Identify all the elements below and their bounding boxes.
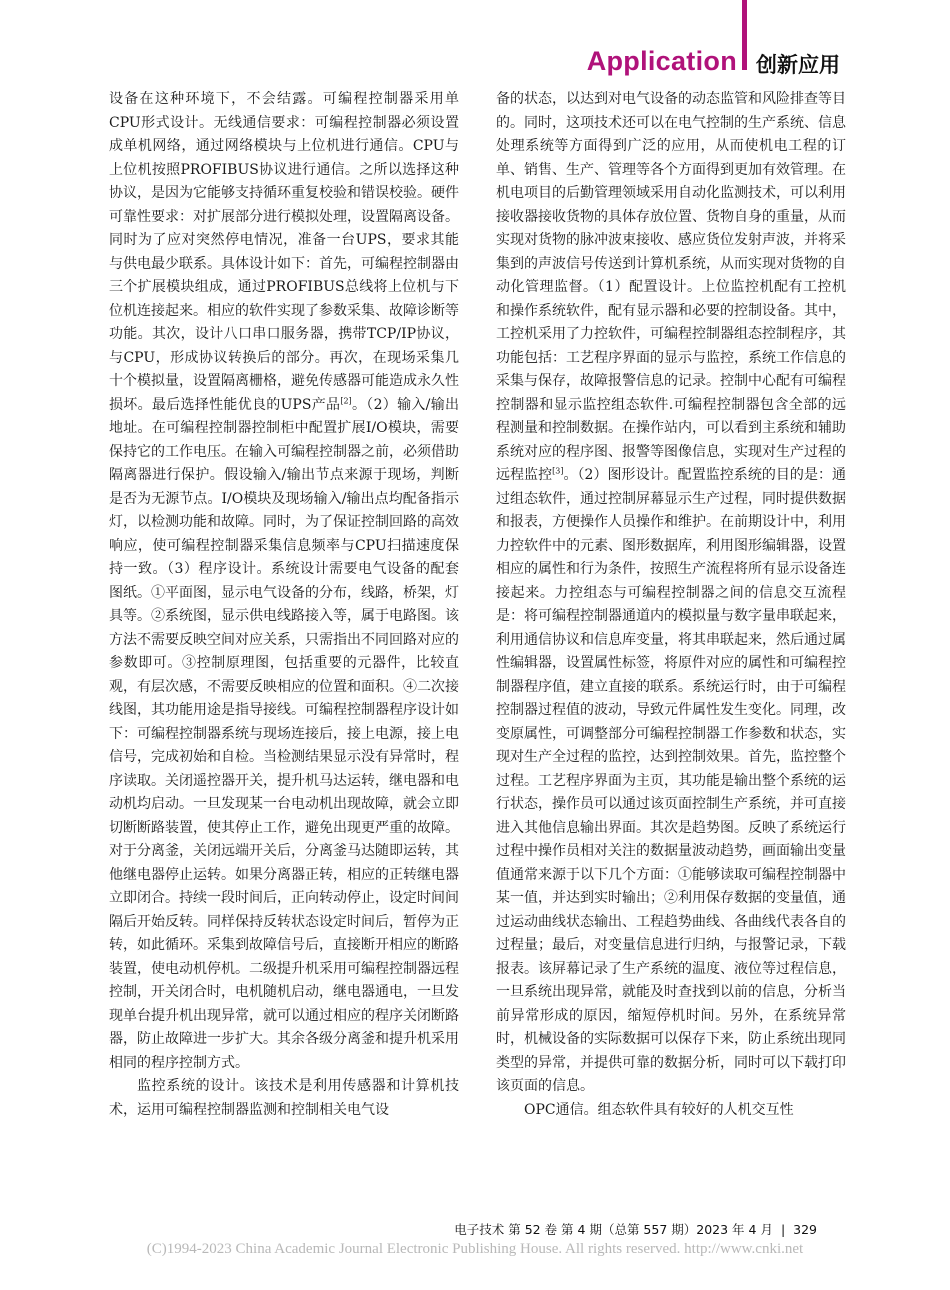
- issue-info: 第 52 卷 第 4 期（总第 557 期）2023 年 4 月: [508, 1222, 773, 1237]
- right-paragraph-2: OPC通信。组态软件具有较好的人机交互性: [524, 1101, 794, 1118]
- right-paragraph-1-part-a: 备的状态，以达到对电气设备的动态监管和风险排查等目的。同时，这项技术还可以在电气控制的生产系统、信息处理系统等方面得到广泛的应用，从而使机电工程的订单、销售、生产、管理等各个方面得到更加有效管理。在机电项目的后勤管理领域采用自动化监测技术，可以利用接收器接收货物的具体存放位置、货物自身的重量，从而实现对货物的脉冲波束接收、感应货位发射声波，并将采集到的声波信号传送到计算机系统，从而实现对货物的自动化管理监督。（1）配置设计。上位监控机配有工控机和操作系统软件，配有显示器和必要的控制设备。其中，工控机采用了力控软件，可编程控制器组态控制程序，其功能包括：工艺程序界面的显示与监控，系统工作信息的采集与保存，故障报警信息的记录。控制中心配有可编程控制器和显示监控组态软件.可编程控制器包含全部的远程测量和控制数据。在操作站内，可以看到主系统和辅助系统对应的程序图、报警等图像信息，实现对生产过程的远程监控: [496, 91, 846, 483]
- copyright-watermark: (C)1994-2023 China Academic Journal Electronic Publishing House. All rights reserved. http://www.cnki.net: [146, 1241, 804, 1257]
- right-paragraph-1-part-b: 。（2）图形设计。配置监控系统的目的是：通过组态软件，通过控制屏幕显示生产过程，同时提供数据和报表，方便操作人员操作和维护。在前期设计中，利用力控软件中的元素、图形数据库，利用图形编辑器，设置相应的属性和行为条件，按照生产流程将所有显示设备连接起来。力控组态与可编程控制器之间的信息交互流程是：将可编程控制器通道内的模拟量与数字量串联起来，利用通信协议和信息库变量，将其串联起来，然后通过属性编辑器，设置属性标签，将原件对应的属性和可编程控制器程序值，建立直接的联系。系统运行时，由于可编程控制器过程值的波动，导致元件属性发生变化。同理，改变原属性，可调整部分可编程控制器工作参数和状态，实现对生产全过程的监控，达到控制效果。首先，监控整个过程。工艺程序界面为主页，其功能是输出整个系统的运行状态，操作员可以通过该页面控制生产系统，并可直接进入其他信息输出界面。其次是趋势图。反映了系统运行过程中操作员相对关注的数据量波动趋势，画面输出变量值通常来源于以下几个方面：①能够读取可编程控制器中某一值，并达到实时输出；②利用保存数据的变量值，通过运动曲线状态输出、工程趋势曲线、各曲线代表各自的过程量；最后，对变量信息进行归纳，与报警记录，下载报表。该屏幕记录了生产系统的温度、液位等过程信息，一旦系统出现异常，就能及时查找到以前的信息，分析当前异常形成的原因，缩短停机时间。另外，在系统异常时，机械设备的实际数据可以保存下来，防止系统出现同类型的异常，并提供可靠的数据分析，同时可以下载打印该页面的信息。: [496, 467, 847, 1094]
- section-title-cn: 创新应用: [756, 53, 840, 77]
- left-paragraph-1: [109, 88, 459, 1075]
- header-accent-bar: [742, 0, 747, 70]
- left-paragraph-2: 监控系统的设计。该技术是利用传感器和计算机技术，运用可编程控制器监测和控制相关电气设: [109, 1078, 459, 1118]
- right-column: [496, 88, 846, 1122]
- citation-ref-2: [2]: [340, 395, 352, 405]
- footer-separator: |: [780, 1222, 786, 1237]
- section-title-en: Application: [586, 46, 737, 76]
- journal-name: 电子技术: [454, 1222, 505, 1237]
- left-paragraph-1-part-a: 设备在这种环境下，不会结露。可编程控制器采用单CPU形式设计。无线通信要求：可编程控制器必须设置成单机网络，通过网络模块与上位机进行通信。CPU与上位机按照PROFIBUS协议进行通信。之所以选择这种协议，是因为它能够支持循环重复校验和错误校验。硬件可靠性要求：对扩展部分进行模拟处理，设置隔离设备。同时为了应对突然停电情况，准备一台UPS，要求其能与供电最少联系。具体设计如下：首先，可编程控制器由三个扩展模块组成，通过PROFIBUS总线将上位机与下位机连接起来。相应的软件实现了参数采集、故障诊断等功能。其次，设计八口串口服务器，携带TCP/IP协议，与CPU，形成协议转换后的部分。再次，在现场采集几十个模拟量，设置隔离栅格，避免传感器可能造成永久性损坏。最后选择性能优良的UPS产品: [109, 91, 459, 413]
- page-number: 329: [793, 1222, 817, 1237]
- left-column: [109, 88, 459, 1122]
- citation-ref-3: [3]: [552, 466, 564, 476]
- page-footer: [454, 1220, 817, 1238]
- right-paragraph-1: [496, 88, 846, 1099]
- left-paragraph-1-part-b: 。（2）输入/输出地址。在可编程控制器控制柜中配置扩展I/O模块，需要保持它的工作电压。在输入可编程控制器之前，必须借助隔离器进行保护。假设输入/输出节点来源于现场，判断是否为无源节点。I/O模块及现场输入/输出点均配备指示灯，以检测功能和故障。同时，为了保证控制回路的高效响应，使可编程控制器采集信息频率与CPU扫描速度保持一致。（3）程序设计。系统设计需要电气设备的配套图纸。①平面图，显示电气设备的分布，线路，桥架，灯具等。②系统图，显示供电线路接入等，属于电路图。该方法不需要反映空间对应关系，只需指出不同回路对应的参数即可。③控制原理图，包括重要的元器件，比较直观，有层次感，不需要反映相应的位置和面积。④二次接线图，其功能用途是指导接线。可编程控制器程序设计如下：可编程控制器系统与现场连接后，接上电源，接上电信号，完成初始和自检。当检测结果显示没有异常时，程序读取。关闭遥控器开关，提升机马达运转，继电器和电动机均启动。一旦发现某一台电动机出现故障，就会立即切断断路装置，使其停止工作，避免出现更严重的故障。对于分离釜，关闭远端开关后，分离釜马达随即运转，其他继电器停止运转。如果分离器正转，相应的正转继电器立即闭合。持续一段时间后，正向转动停止，设定时间间隔后开始反转。同样保持反转状态设定时间后，暂停为正转，如此循环。采集到故障信号后，直接断开相应的断路装置，使电动机停机。二级提升机采用可编程控制器远程控制，开关闭合时，电机随机启动，继电器通电，一旦发现单台提升机出现异常，就可以通过相应的程序关闭断路器，防止故障进一步扩大。其余各级分离釜和提升机采用相同的程序控制方式。: [109, 396, 460, 1071]
